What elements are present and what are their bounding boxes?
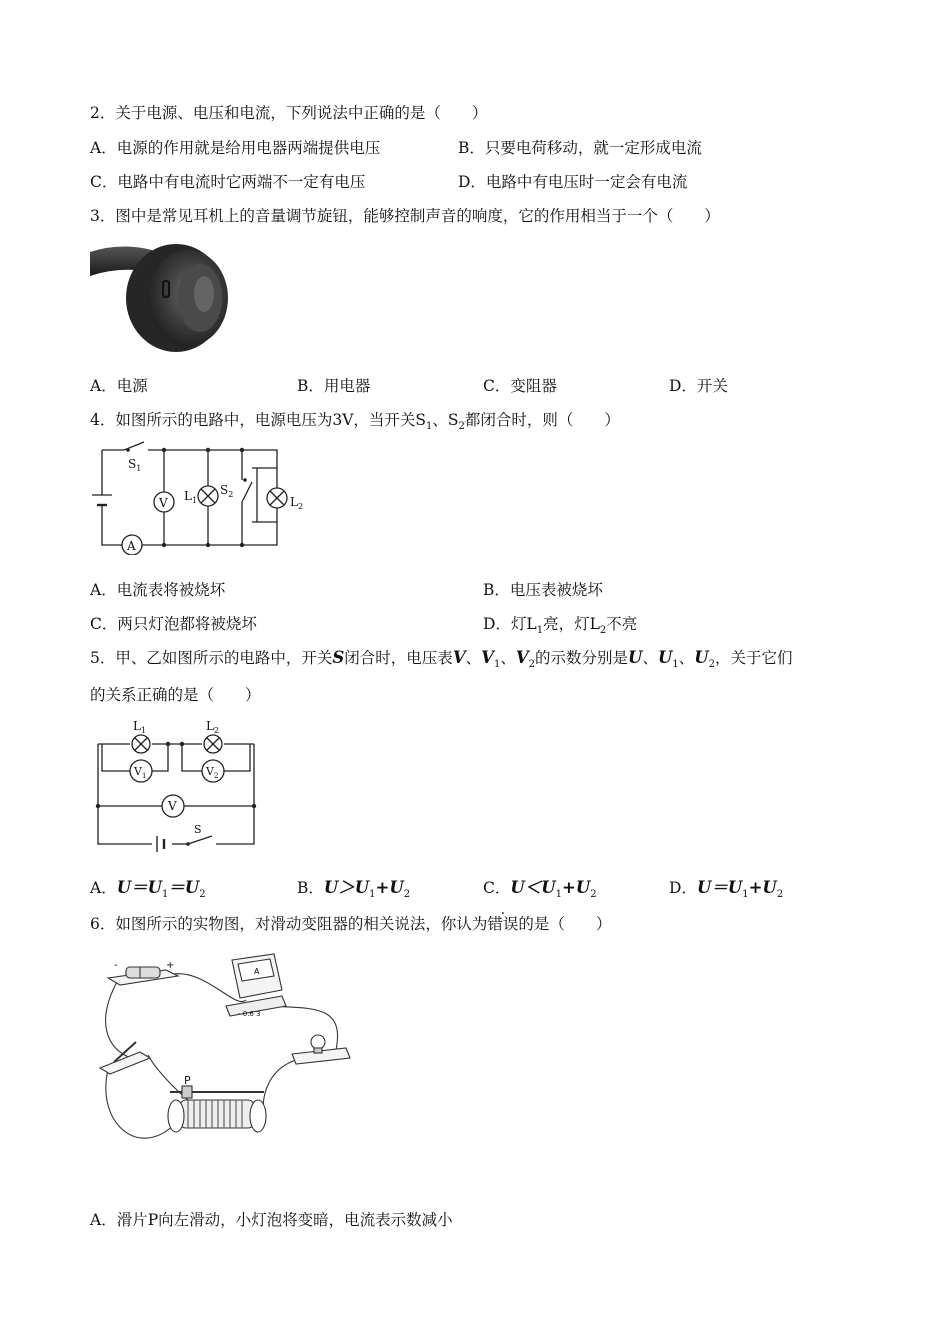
q5-l2-label: $L_2$ <box>206 719 220 735</box>
q2-stem: 2．关于电源、电压和电流，下列说法中正确的是（ ） <box>90 104 488 122</box>
q2-option-d: D．电路中有电压时一定会有电流 <box>458 173 688 191</box>
q4-s1-label: $S_1$ <box>128 457 142 473</box>
q5-circuit-diagram <box>92 714 262 856</box>
q4-ammeter-label: A <box>127 539 136 553</box>
q5-stem-line2: 的关系正确的是（ ） <box>90 686 261 704</box>
q3-option-a: A．电源 <box>90 377 148 395</box>
q6-stem: 6．如图所示的实物图，对滑动变阻器的相关说法，你认为错误的是（ ） <box>90 915 612 933</box>
q2-option-a: A．电源的作用就是给用电器两端提供电压 <box>90 139 381 157</box>
q4-s2-label: $S_2$ <box>220 483 234 499</box>
q6-physical-circuit-illustration <box>96 950 358 1162</box>
q6-option-a: A．滑片P向左滑动，小灯泡将变暗，电流表示数减小 <box>90 1211 453 1229</box>
q6-ammeter-scale: - 0.6 3 <box>238 1010 261 1018</box>
q4-option-a: A．电流表将被烧坏 <box>90 581 226 599</box>
q5-v1-label: $V_1$ <box>134 765 147 780</box>
q6-slider-label: P <box>184 1074 191 1087</box>
q4-l1-label: $L_1$ <box>184 489 198 505</box>
q4-l2-label: $L_2$ <box>290 495 304 511</box>
q5-s-label: S <box>194 823 202 836</box>
q4-option-d: D．灯$L_1$亮，灯$L_2$不亮 <box>483 615 638 637</box>
q4-stem: 4．如图所示的电路中，电源电压为3V，当开关$S_1$、$S_2$都闭合时，则（ ） <box>90 411 620 433</box>
q6-plus-label: + <box>166 960 175 971</box>
q5-l1-label: $L_1$ <box>133 719 147 735</box>
q2-option-b: B．只要电荷移动，就一定形成电流 <box>458 139 702 157</box>
q6-emphasis: 错误 <box>487 915 519 933</box>
q5-option-d: D．$U=U_1+U_2$ <box>669 878 784 901</box>
q3-stem: 3．图中是常见耳机上的音量调节旋钮，能够控制声音的响度，它的作用相当于一个（ ） <box>90 207 720 225</box>
headphone-volume-knob-photo <box>90 236 235 354</box>
q3-option-c: C．变阻器 <box>483 377 557 395</box>
q5-option-b: B．$U>U_1+U_2$ <box>297 878 411 901</box>
q2-option-c: C．电路中有电流时它两端不一定有电压 <box>90 173 366 191</box>
q5-stem-line1: 5．甲、乙如图所示的电路中，开关S闭合时，电压表V、$V_1$、$V_2$的示数分别是U、$U_1$、$U_2$，关于它们 <box>90 648 793 671</box>
q5-option-a: A．$U=U_1=U_2$ <box>90 878 206 901</box>
q4-voltmeter-label: V <box>159 496 168 510</box>
q5-v2-label: $V_2$ <box>206 765 219 780</box>
q5-option-c: C．$U<U_1+U_2$ <box>483 878 597 901</box>
q4-option-b: B．电压表被烧坏 <box>483 581 603 599</box>
q6-minus-label: - <box>114 960 118 971</box>
q5-v-label: V <box>168 799 177 813</box>
q4-circuit-diagram <box>92 440 312 555</box>
q4-option-c: C．两只灯泡都将被烧坏 <box>90 615 257 633</box>
q3-option-d: D．开关 <box>669 377 728 395</box>
q6-ammeter-label: A <box>254 967 260 976</box>
q3-option-b: B．用电器 <box>297 377 371 395</box>
